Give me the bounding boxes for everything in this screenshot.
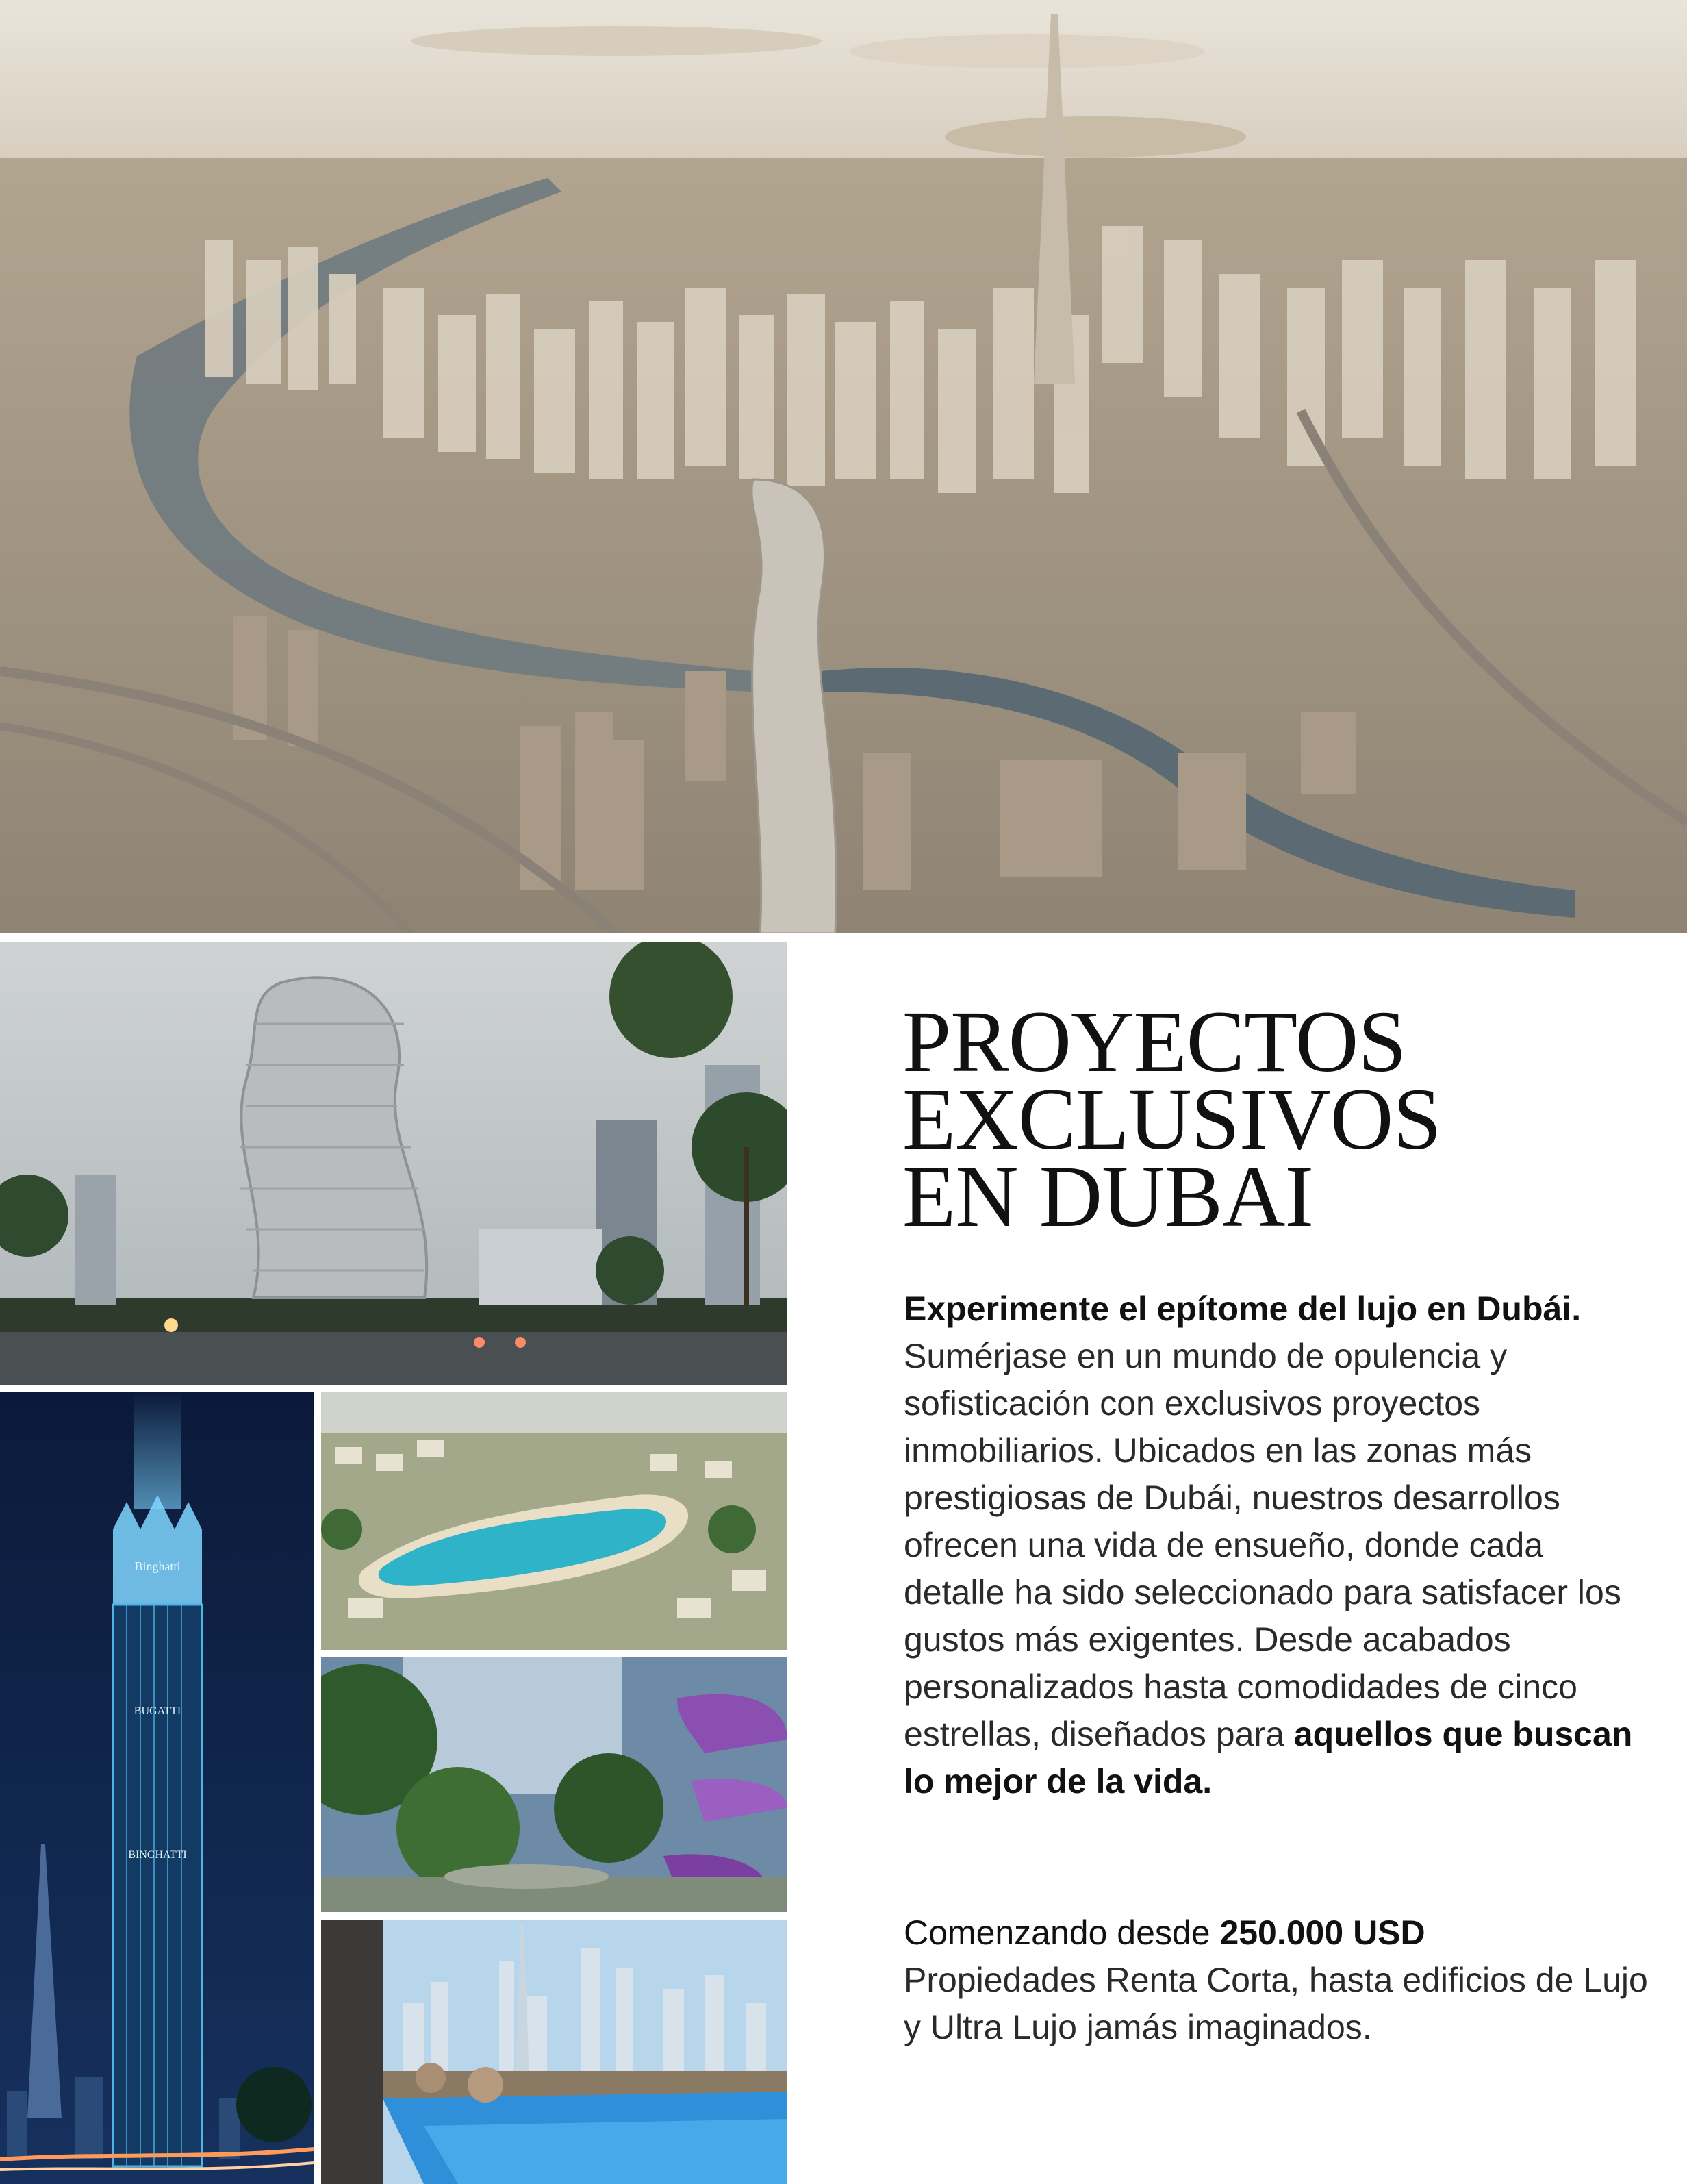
pricing-amount: 250.000 USD	[1219, 1913, 1425, 1952]
body-lead-bold: Experimente el epítome del lujo en Dubái.	[904, 1290, 1582, 1328]
page-headline	[902, 993, 1656, 1245]
facade-sign-2: BINGHATTI	[128, 1849, 187, 1861]
facade-sign-1: BUGATTI	[134, 1705, 181, 1717]
headline-line-2: EXCLUSIVOS	[902, 1070, 1441, 1168]
pricing-detail: Propiedades Renta Corta, hasta edificios de Lujo y Ultra Lujo jamás imaginados.	[904, 1961, 1648, 2046]
crown-sign: Binghatti	[134, 1559, 181, 1573]
headline-line-3: EN DUBAI	[902, 1148, 1313, 1245]
body-text: Sumérjase en un mundo de opulencia y sofisticación con exclusivos proyectos inmobiliarios. Ubicados en las zonas más prestigiosas de Dubái, nuestros desarrollos ofrecen una vida de ensueño, donde cada detalle ha sido seleccionado para satisfacer los gustos más exigentes. Desde acabados personalizados hasta comodidades de cinco estrellas, diseñados para	[904, 1337, 1621, 1753]
lagoon-community-photo	[321, 1392, 787, 1650]
night-tower-photo	[0, 1392, 314, 2184]
body-paragraph	[904, 1285, 1643, 1805]
tropical-garden-photo	[321, 1657, 787, 1912]
hero-aerial-dubai-photo	[0, 0, 1687, 933]
wave-tower-street-photo	[0, 942, 787, 1385]
pricing-block	[904, 1909, 1657, 2051]
pricing-lead: Comenzando desde	[904, 1913, 1220, 1952]
body-closing-bold: aquellos que buscan lo mejor de la vida.	[904, 1715, 1633, 1800]
infinity-pool-photo	[321, 1920, 787, 2184]
pricing-headline	[904, 1909, 1657, 1957]
headline-line-1: PROYECTOS	[902, 993, 1406, 1090]
